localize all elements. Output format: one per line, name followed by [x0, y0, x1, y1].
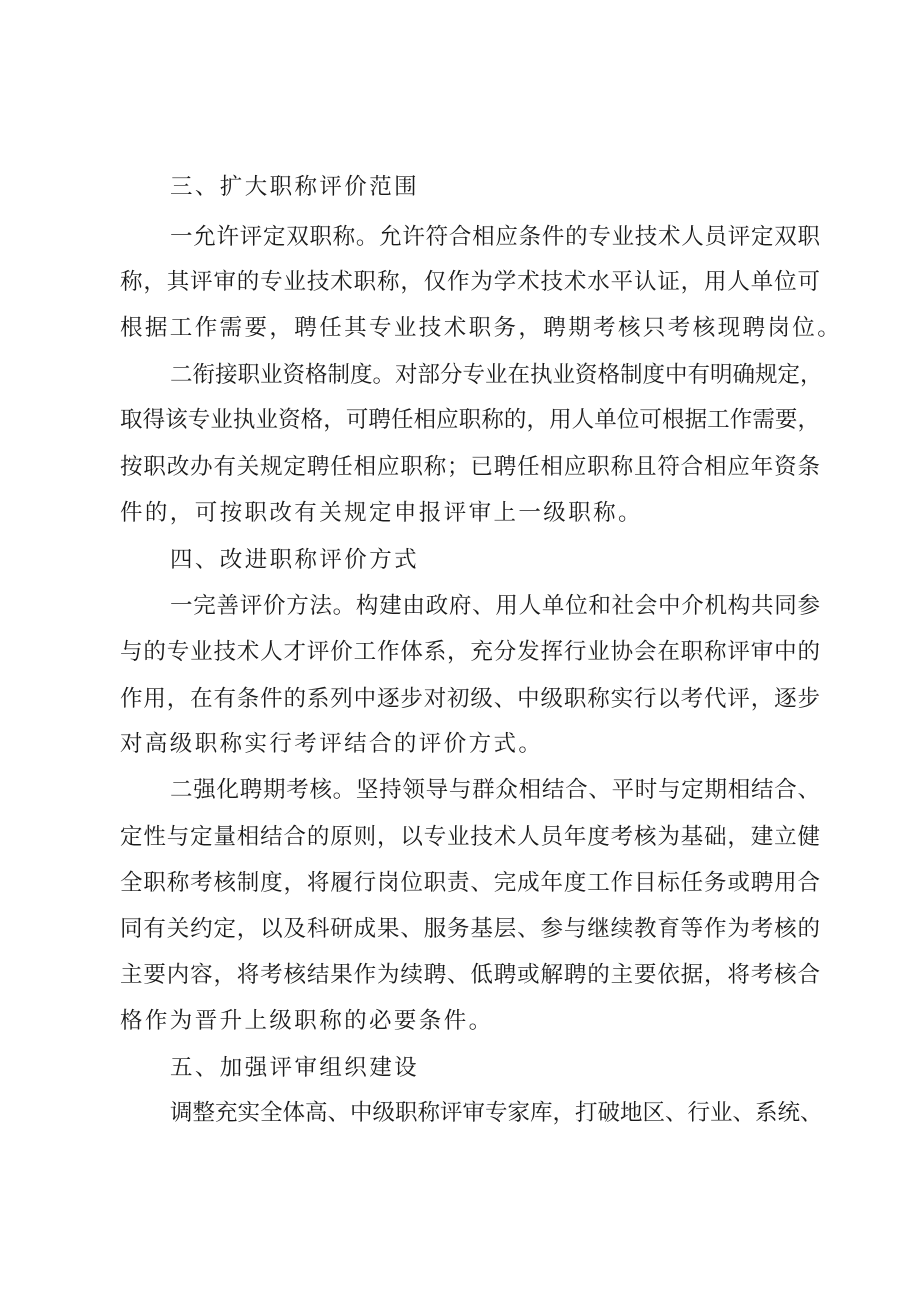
paragraph-line: 按职改办有关规定聘任相应职称；已聘任相应职称且符合相应年资条 [120, 454, 820, 480]
paragraph-line: 全职称考核制度，将履行岗位职责、完成年度工作目标任务或聘用合 [120, 870, 820, 896]
paragraph-line: 件的，可按职改有关规定申报评审上一级职称。 [120, 500, 643, 526]
paragraph-line: 根据工作需要，聘任其专业技术职务，聘期考核只考核现聘岗位。 [120, 315, 843, 341]
paragraph-line: 一完善评价方法。构建由政府、用人单位和社会中介机构共同参 [170, 593, 820, 619]
paragraph-line: 二衔接职业资格制度。对部分专业在执业资格制度中有明确规定， [170, 362, 823, 388]
section-heading-4: 四、改进职称评价方式 [170, 547, 420, 573]
paragraph-line: 与的专业技术人才评价工作体系，充分发挥行业协会在职称评审中的 [120, 639, 820, 665]
paragraph-line: 格作为晋升上级职称的必要条件。 [120, 1008, 494, 1034]
paragraph-line: 同有关约定，以及科研成果、服务基层、参与继续教育等作为考核的 [120, 916, 820, 942]
section-heading-3: 三、扩大职称评价范围 [170, 174, 420, 200]
paragraph-line: 作用，在有条件的系列中逐步对初级、中级职称实行以考代评，逐步 [120, 686, 820, 712]
paragraph-line: 一允许评定双职称。允许符合相应条件的专业技术人员评定双职 [170, 224, 820, 250]
paragraph-line: 对高级职称实行考评结合的评价方式。 [120, 731, 544, 757]
paragraph-line: 二强化聘期考核。坚持领导与群众相结合、平时与定期相结合、 [170, 777, 820, 803]
paragraph-line: 调整充实全体高、中级职称评审专家库，打破地区、行业、系统、 [170, 1100, 823, 1126]
paragraph-line: 取得该专业执业资格，可聘任相应职称的，用人单位可根据工作需要， [120, 407, 820, 433]
paragraph-line: 称，其评审的专业技术职称，仅作为学术技术水平认证，用人单位可 [120, 269, 820, 295]
section-heading-5: 五、加强评审组织建设 [170, 1055, 420, 1081]
paragraph-line: 主要内容，将考核结果作为续聘、低聘或解聘的主要依据，将考核合 [120, 962, 820, 988]
paragraph-line: 定性与定量相结合的原则，以专业技术人员年度考核为基础，建立健 [120, 824, 820, 850]
